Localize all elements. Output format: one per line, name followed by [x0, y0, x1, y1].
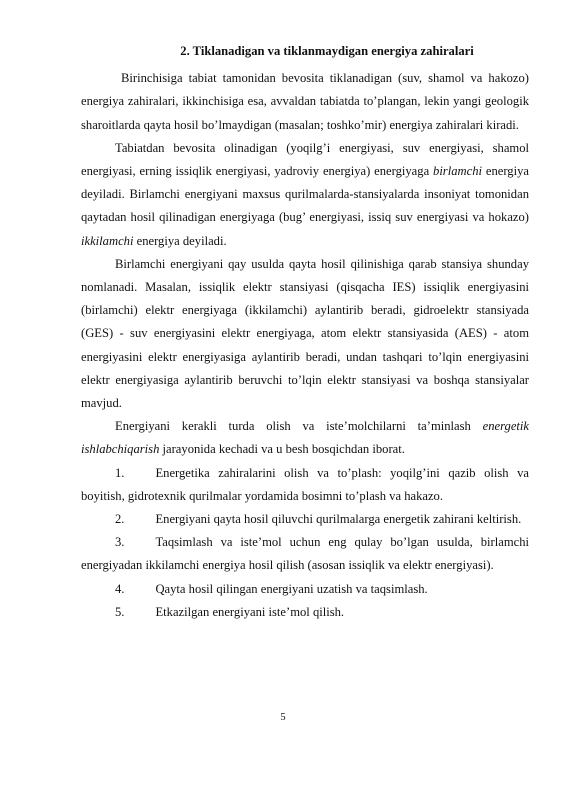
paragraph-2: [81, 137, 529, 253]
section-heading: 2. Tiklanadigan va tiklanmaydigan energiya zahiralari: [180, 44, 474, 58]
paragraph-2-text-c: energiya deyiladi.: [133, 233, 227, 248]
paragraph-4-text-b: jarayonida kechadi va u besh bosqichdan iborat.: [159, 442, 405, 457]
list-item: [81, 531, 529, 577]
paragraph-1: Birinchisiga tabiat tamonidan bevosita tiklanadigan (suv, shamol va hakozo) energiya zahiralari, ikkinchisiga esa, avvaldan tabiatda to’plangan, lekin yangi geologik sharoitlarda qayta hosil bo’lmaydigan (masalan; toshko’mir) energiya zahiralari kiradi.: [81, 71, 529, 132]
list-item: [81, 601, 529, 624]
list-item-text: Energetika zahiralarini olish va to’plash: yoqilg’ini qazib olish va boyitish, gidrotexnik qurilmalar yordamida bosimni to’plash va hakazo.: [81, 465, 529, 503]
list-item-number: 5.: [115, 604, 125, 619]
list-item: [81, 578, 529, 601]
list-item: [81, 462, 529, 508]
paragraph-3: Birlamchi energiyani qay usulda qayta hosil qilinishiga qarab stansiya shunday nomlanadi. Masalan, issiqlik elektr stansiyasi (qisqacha IES) issiqlik energiyasini (birlamchi) elektr energiyaga (ikkilamchi) aylantirib beradi, gidroelektr stansiyada (GES) - suv energiyasini elektr energiyaga, atom elektr stansiyasida (AES) - atom energiyasini elektr energiyasiga aylantirib beradi, undan tashqari to’lqin energiyasini elektr energiyasiga aylantirib beruvchi to’lqin elektr stansiyasi va boshqa stansiyalar mavjud.: [81, 256, 529, 411]
paragraph-2-text-a: Tabiatdan bevosita olinadigan (yoqilg’i energiyasi, suv energiyasi, shamol energiyasi, erning issiqlik energiyasi, yadroviy energiya) energiyaga: [81, 140, 529, 179]
list-item-number: 4.: [115, 581, 125, 596]
list-item-number: 3.: [115, 535, 125, 550]
paragraph-2-text-b: energiya deyiladi. Birlamchi energiyani maxsus qurilmalarda-stansiyalarda insoniyat tomonidan qaytadan hosil qilinadigan energiyaga (bug’ energiyasi, issiq suv energiyasi va hokazo): [81, 164, 529, 225]
list-item-number: 2.: [115, 512, 125, 527]
page-number: 5: [280, 712, 286, 723]
term-ikkilamchi: ikkilamchi: [81, 233, 134, 248]
list-item-number: 1.: [115, 465, 125, 480]
term-birlamchi: birlamchi: [433, 164, 482, 179]
term-energetik-ishlabchiqarish: energetik ishlabchiqarish: [81, 419, 529, 457]
list-item-text: Energiyani qayta hosil qiluvchi qurilmalarga energetik zahirani keltirish.: [155, 512, 522, 527]
list-item-text: Etkazilgan energiyani iste’mol qilish.: [155, 604, 345, 619]
list-item: [81, 508, 529, 531]
list-item-text: Qayta hosil qilingan energiyani uzatish va taqsimlash.: [155, 581, 428, 596]
page-content: [81, 40, 529, 624]
paragraph-4: [81, 415, 529, 461]
paragraph-4-text-a: Energiyani kerakli turda olish va iste’molchilarni ta’minlash: [115, 419, 483, 434]
list-item-text: Taqsimlash va iste’mol uchun eng qulay bo’lgan usulda, birlamchi energiyadan ikkilamchi energiya hosil qilish (asosan issiqlik va elektr energiyasi).: [81, 535, 529, 573]
